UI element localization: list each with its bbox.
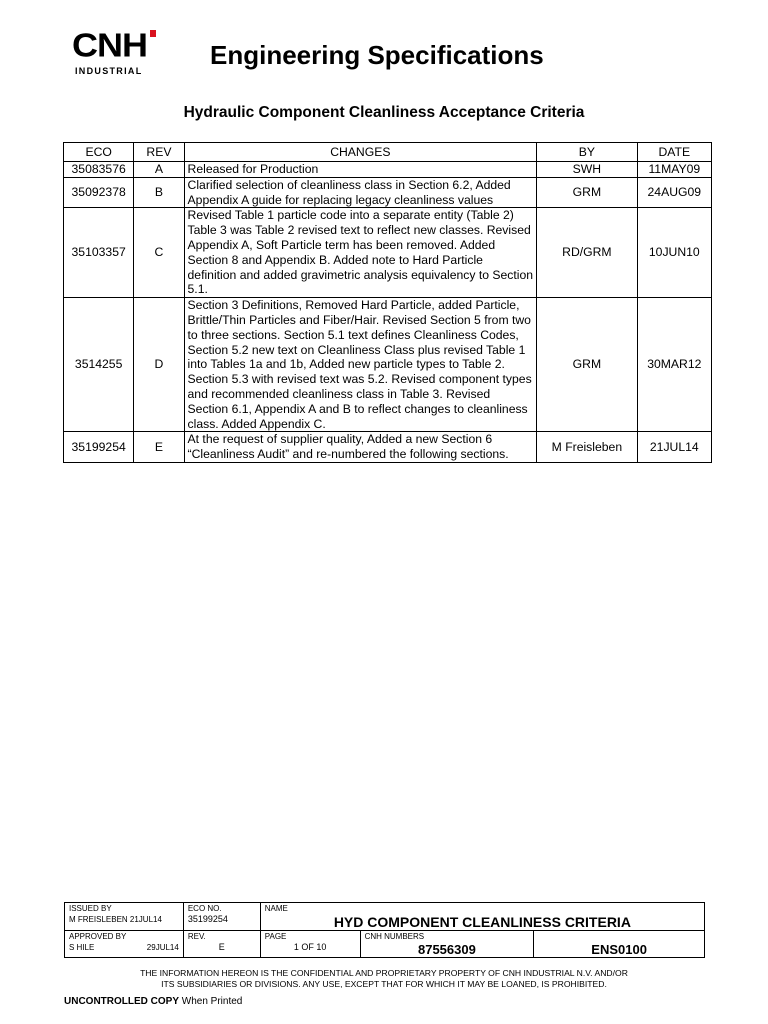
- page-value: 1 OF 10: [293, 942, 327, 952]
- rev-cell: [183, 931, 260, 958]
- logo-red-mark: [150, 30, 156, 37]
- cell-eco: 35092378: [64, 177, 134, 208]
- approved-by-label: APPROVED BY: [69, 932, 127, 941]
- cnh-industrial-logo: [72, 28, 158, 76]
- approved-by-date: 29JUL14: [146, 943, 179, 952]
- column-header-date: DATE: [637, 143, 711, 162]
- cell-date: 24AUG09: [637, 177, 711, 208]
- uncontrolled-copy-notice: [64, 996, 242, 1007]
- column-header-changes: CHANGES: [184, 143, 537, 162]
- cnh-number-1: 87556309: [417, 942, 476, 957]
- issued-by-cell: [65, 903, 184, 931]
- table-header-row: [64, 143, 712, 162]
- eco-no-value: 35199254: [187, 914, 228, 924]
- cnh-number-2: ENS0100: [591, 942, 647, 957]
- cell-date: 10JUN10: [637, 208, 711, 298]
- cell-by: RD/GRM: [537, 208, 637, 298]
- cell-by: M Freisleben: [537, 432, 637, 463]
- table-row: [64, 162, 712, 178]
- table-row: [64, 298, 712, 432]
- uncontrolled-copy-suffix: When Printed: [179, 996, 243, 1007]
- cell-rev: E: [134, 432, 184, 463]
- cell-eco: 35083576: [64, 162, 134, 178]
- cell-changes: Revised Table 1 particle code into a separate entity (Table 2) Table 3 was Table 2 revised text to reflect new classes. Revised Appendix A, Soft Particle term has been removed. Added Section 8 and Appendix B. Added note to Hard Particle definition and added gravimetric analysis equivalency to Section 5.1.: [184, 208, 537, 298]
- cell-date: 21JUL14: [637, 432, 711, 463]
- document-name: HYD COMPONENT CLEANLINESS CRITERIA: [333, 914, 631, 930]
- name-cell: [260, 903, 704, 931]
- approved-by-cell: [65, 931, 184, 958]
- logo-subtext: INDUSTRIAL: [75, 66, 143, 76]
- cell-eco: 35103357: [64, 208, 134, 298]
- approved-by-name: S HILE: [69, 943, 95, 952]
- document-subtitle: Hydraulic Component Cleanliness Acceptance Criteria: [183, 104, 585, 121]
- page-label: PAGE: [264, 932, 287, 941]
- cell-date: 11MAY09: [637, 162, 711, 178]
- table-row: [64, 208, 712, 298]
- cell-changes: Released for Production: [184, 162, 537, 178]
- cell-date: 30MAR12: [637, 298, 711, 432]
- title-block: [64, 902, 705, 958]
- cnh-numbers-label: CNH NUMBERS: [364, 932, 425, 941]
- confidential-line-2: ITS SUBSIDIARIES OR DIVISIONS. ANY USE, EXCEPT THAT FOR WHICH IT MAY BE LOANED, IS PROHIBITED.: [161, 979, 607, 989]
- eco-no-label: ECO NO.: [187, 904, 222, 913]
- cell-rev: A: [134, 162, 184, 178]
- cell-eco: 3514255: [64, 298, 134, 432]
- eco-no-cell: [183, 903, 260, 931]
- cell-by: SWH: [537, 162, 637, 178]
- issued-by-label: ISSUED BY: [69, 904, 112, 913]
- cell-rev: D: [134, 298, 184, 432]
- uncontrolled-copy-label: UNCONTROLLED COPY: [64, 996, 179, 1007]
- page-cell: [260, 931, 360, 958]
- rev-label: REV.: [187, 932, 206, 941]
- table-row: [64, 432, 712, 463]
- cell-by: GRM: [537, 177, 637, 208]
- logo-wordmark: CNH: [72, 26, 147, 64]
- cnh-number-2-cell: [534, 931, 705, 958]
- cell-rev: C: [134, 208, 184, 298]
- column-header-rev: REV: [134, 143, 184, 162]
- cnh-number-1-cell: [360, 931, 534, 958]
- page-title: Engineering Specifications: [210, 40, 544, 70]
- confidentiality-notice: [0, 968, 768, 990]
- cell-rev: B: [134, 177, 184, 208]
- name-label: NAME: [264, 904, 288, 913]
- revision-table: [63, 142, 712, 463]
- issued-by-value: M FREISLEBEN 21JUL14: [69, 915, 162, 924]
- column-header-by: BY: [537, 143, 637, 162]
- column-header-eco: ECO: [64, 143, 134, 162]
- cell-changes: Section 3 Definitions, Removed Hard Particle, added Particle, Brittle/Thin Particles and Fiber/Hair. Revised Section 5 from two to three sections. Section 5.1 text defines Cleanliness Codes, Section 5.2 new text on Cleanliness Class plus revised Table 1 into Tables 1a and 1b, Added new particle types to Table 2. Section 5.3 with revised text was 5.2. Revised component types and recommended cleanliness class in Table 3. Revised Section 6.1, Appendix A and B to reflect changes to cleanliness class. Added Appendix C.: [184, 298, 537, 432]
- cell-eco: 35199254: [64, 432, 134, 463]
- cell-changes: At the request of supplier quality, Added a new Section 6 “Cleanliness Audit” and re-numbered the following sections.: [184, 432, 537, 463]
- cell-by: GRM: [537, 298, 637, 432]
- cell-changes: Clarified selection of cleanliness class in Section 6.2, Added Appendix A guide for replacing legacy cleanliness values: [184, 177, 537, 208]
- rev-value: E: [218, 942, 225, 952]
- table-row: [64, 177, 712, 208]
- confidential-line-1: THE INFORMATION HEREON IS THE CONFIDENTIAL AND PROPRIETARY PROPERTY OF CNH INDUSTRIAL N.V. AND/OR: [140, 968, 628, 978]
